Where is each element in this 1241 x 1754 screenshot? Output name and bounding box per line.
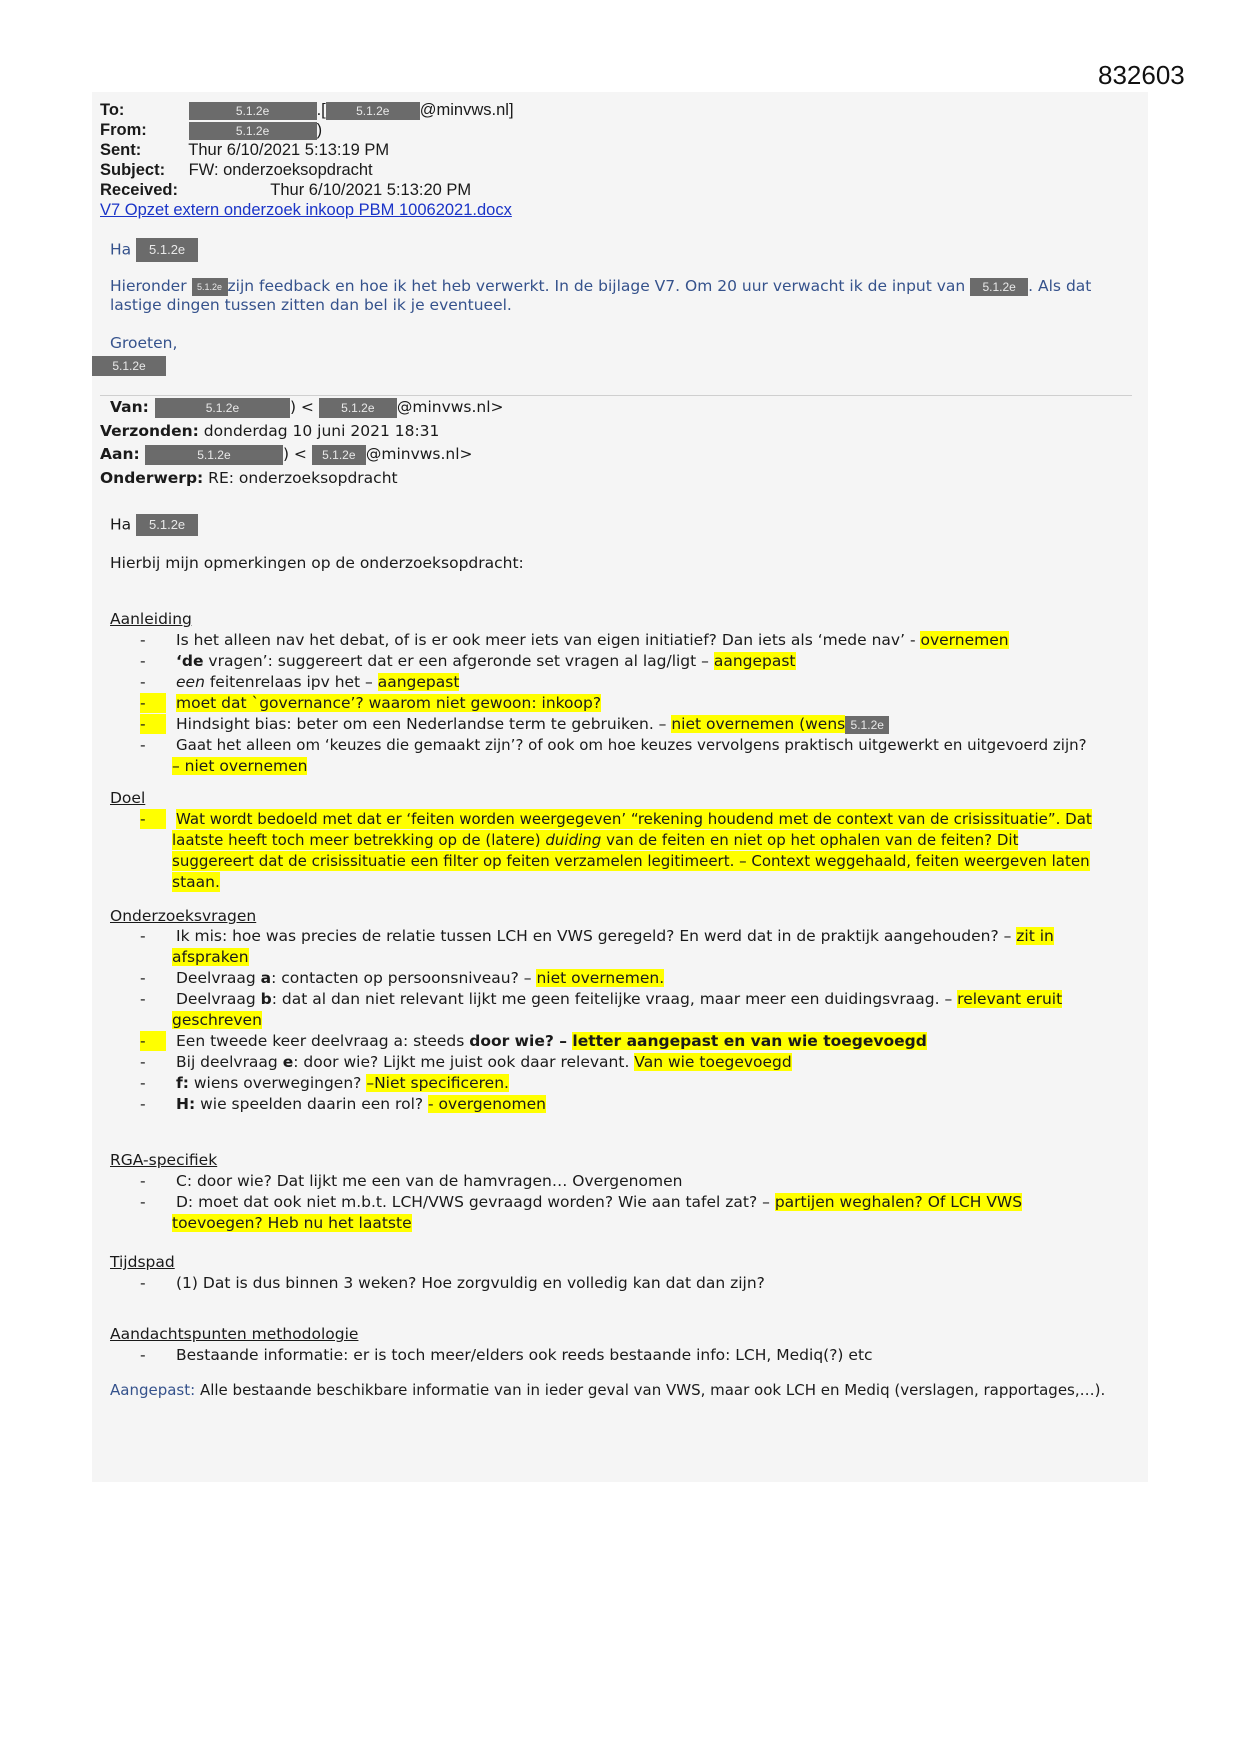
item-text: D: moet dat ook niet m.b.t. LCH/VWS gevraagd worden? Wie aan tafel zat? – (176, 1193, 775, 1211)
from-paren: ) (316, 121, 323, 139)
section-tijdspad-title: Tijdspad (110, 1253, 175, 1271)
item-bold: H: (176, 1095, 196, 1113)
subject-label: Subject: (100, 161, 166, 179)
doel-line-4: staan. (172, 873, 220, 891)
reply-line-2: lastige dingen tussen zitten dan bel ik je eventueel. (110, 296, 512, 314)
reply-closing: Groeten, (110, 334, 178, 352)
section-aanleiding-title: Aanleiding (110, 610, 192, 628)
highlight: partijen weghalen? Of LCH VWS (774, 1193, 1023, 1211)
list-item (176, 1052, 792, 1072)
received-label: Received: (100, 181, 178, 199)
list-item (176, 926, 1054, 946)
item-text: Bij deelvraag (176, 1053, 283, 1071)
item-bold: b (260, 990, 272, 1008)
redaction-block: 5.1.2e (326, 102, 420, 120)
bullet: - (140, 1095, 146, 1113)
received-row (100, 180, 514, 200)
bullet: - (140, 693, 166, 713)
email-header (100, 100, 514, 220)
bullet: - (140, 736, 146, 754)
doel-line-3: suggereert dat de crisissituatie een filter op feiten verzamelen legitimeert. – Context weggehaald, feiten weergeven laten (172, 852, 1090, 870)
item-text: Deelvraag (176, 990, 261, 1008)
item-text: : door wie? Lijkt me juist ook daar relevant. (293, 1053, 635, 1071)
bullet: - (140, 1274, 146, 1292)
item-italic: een (176, 673, 205, 691)
bullet: - (140, 1172, 146, 1190)
document-number: 832603 (1098, 60, 1185, 90)
redaction-block: 5.1.2e (155, 398, 290, 418)
verzonden-value: donderdag 10 juni 2021 18:31 (203, 422, 440, 440)
highlight: afspraken (172, 948, 249, 966)
list-item (176, 1073, 509, 1093)
van-label: Van: (110, 398, 149, 416)
item-bold: door wie? – (469, 1032, 573, 1050)
section-onderzoeksvragen-title: Onderzoeksvragen (110, 907, 257, 925)
bullet: - (140, 673, 146, 691)
doel-line-2 (172, 830, 1018, 850)
list-item-continuation (172, 756, 307, 776)
doel-text: van de feiten en niet op het ophalen van de feiten? Dit (601, 831, 1019, 849)
section-rga-title: RGA-specifiek (110, 1151, 218, 1169)
highlight: toevoegen? Heb nu het laatste (172, 1214, 412, 1232)
bullet: - (140, 927, 146, 945)
verzonden-label: Verzonden: (100, 422, 199, 440)
van-domain: @minvws.nl> (396, 398, 504, 416)
body-greeting-text: Ha (110, 515, 132, 534)
reply-signature (92, 355, 166, 376)
reply-text: Hieronder (110, 277, 187, 295)
list-item (176, 651, 796, 671)
bullet: - (140, 631, 146, 649)
list-item-continuation (172, 1213, 412, 1233)
to-label: To: (100, 101, 125, 119)
section-methodologie-title: Aandachtspunten methodologie (110, 1325, 359, 1343)
doel-line-1: Wat wordt bedoeld met dat er ‘feiten worden weergegeven’ “rekening houdend met de context van de crisissituatie”. Dat (176, 810, 1092, 828)
body-greeting (110, 514, 198, 536)
highlight: aangepast (713, 652, 796, 670)
list-item (176, 672, 459, 692)
aangepast-label: Aangepast: (110, 1381, 196, 1399)
aan-label: Aan: (100, 445, 140, 463)
bullet: - (140, 990, 146, 1008)
reply-text: . Als dat (1028, 277, 1092, 295)
reply-greeting-text: Ha (110, 240, 132, 259)
highlight: niet overnemen (wens (671, 715, 846, 733)
sent-value: Thur 6/10/2021 5:13:19 PM (188, 141, 390, 159)
highlight: Van wie toegevoegd (634, 1053, 792, 1071)
item-text: : dat al dan niet relevant lijkt me geen feitelijke vraag, maar meer een duidingsvraag. – (271, 990, 958, 1008)
list-item (176, 714, 889, 734)
subject-row (100, 160, 514, 180)
from-row (100, 120, 514, 140)
highlight: aangepast (377, 673, 460, 691)
highlight: geschreven (172, 1011, 262, 1029)
bullet: - (140, 1193, 146, 1211)
to-bracket: .[ (316, 101, 326, 119)
aangepast-note (110, 1380, 1105, 1400)
van-row (110, 397, 504, 418)
item-text: Een tweede keer deelvraag a: steeds (176, 1032, 470, 1050)
item-bold: a (260, 969, 272, 987)
bullet: - (140, 969, 146, 987)
list-item (176, 630, 1009, 650)
item-text: : contacten op persoonsniveau? – (271, 969, 537, 987)
redaction-block: 5.1.2e (970, 278, 1028, 296)
highlight: relevant eruit (957, 990, 1063, 1008)
item-text: Deelvraag (176, 969, 261, 987)
item-text: Ik mis: hoe was precies de relatie tussen LCH en VWS geregeld? En werd dat in de praktijk aangehouden? – (176, 927, 1017, 945)
bullet: - (140, 1346, 146, 1364)
subject-value: FW: onderzoeksopdracht (188, 161, 373, 179)
list-item: Gaat het alleen om ‘keuzes die gemaakt zijn’? of ook om hoe keuzes vervolgens praktisch uitgewerkt en uitgevoerd zijn? (176, 736, 1087, 754)
bullet: - (140, 714, 166, 734)
bullet: - (140, 652, 146, 670)
list-item-continuation (172, 1010, 262, 1030)
redaction-block: 5.1.2e (319, 398, 397, 418)
bullet: - (140, 1053, 146, 1071)
redaction-block: 5.1.2e (189, 102, 317, 120)
bullet: - (140, 809, 166, 829)
item-text: wie speelden daarin een rol? (195, 1095, 429, 1113)
item-text: Hindsight bias: beter om een Nederlandse term te gebruiken. – (176, 715, 672, 733)
doel-text: laatste heeft toch meer betrekking op de (latere) (172, 831, 546, 849)
highlight: – niet overnemen (172, 757, 308, 775)
section-doel-title: Doel (110, 789, 146, 807)
aan-domain: @minvws.nl> (365, 445, 473, 463)
highlight: moet dat `governance’? waarom niet gewoon: inkoop? (176, 694, 602, 712)
highlight: zit in (1016, 927, 1054, 945)
redaction-block: 5.1.2e (312, 445, 366, 465)
list-item (176, 989, 1062, 1009)
aan-row (100, 444, 473, 465)
bullet: - (140, 1031, 166, 1051)
list-item (176, 968, 664, 988)
list-item (176, 693, 601, 713)
list-item (176, 1094, 546, 1114)
doel-italic: duiding (545, 831, 602, 849)
redaction-block: 5.1.2e (192, 278, 228, 296)
item-text: Is het alleen nav het debat, of is er ook meer iets van eigen initiatief? Dan iets als ‘mede nav’ - (176, 631, 921, 649)
redaction-block: 5.1.2e (92, 356, 166, 376)
highlight: - overgenomen (428, 1095, 546, 1113)
list-item-continuation (172, 947, 249, 967)
item-text: vragen’: suggereert dat er een afgeronde set vragen al lag/ligt – (203, 652, 714, 670)
attachment-link[interactable]: V7 Opzet extern onderzoek inkoop PBM 10062021.docx (100, 201, 512, 219)
item-text: wiens overwegingen? (188, 1074, 367, 1092)
item-bold: ‘de (176, 652, 204, 670)
reply-line-1 (110, 276, 1091, 296)
received-value: Thur 6/10/2021 5:13:20 PM (270, 181, 472, 199)
bullet: - (140, 1074, 146, 1092)
list-item: C: door wie? Dat lijkt me een van de hamvragen… Overgenomen (176, 1172, 683, 1190)
highlight: overnemen (920, 631, 1009, 649)
highlight: –Niet specificeren. (366, 1074, 509, 1092)
highlight: niet overnemen. (536, 969, 665, 987)
redaction-block: 5.1.2e (145, 445, 283, 465)
van-mid: ) < (289, 398, 314, 416)
aangepast-text: Alle bestaande beschikbare informatie van in ieder geval van VWS, maar ook LCH en Mediq (verslagen, rapportages,…). (195, 1381, 1106, 1399)
list-item: Bestaande informatie: er is toch meer/elders ook reeds bestaande info: LCH, Mediq(?) etc (176, 1346, 873, 1364)
redaction-block: 5.1.2e (845, 716, 889, 734)
item-text: feitenrelaas ipv het – (204, 673, 378, 691)
body-intro: Hierbij mijn opmerkingen op de onderzoeksopdracht: (110, 554, 524, 572)
verzonden-row (100, 421, 439, 441)
from-label: From: (100, 121, 147, 139)
aan-mid: ) < (282, 445, 307, 463)
onderwerp-label: Onderwerp: (100, 469, 204, 487)
separator (100, 395, 1132, 396)
onderwerp-value: RE: onderzoeksopdracht (208, 469, 398, 487)
sent-row (100, 140, 514, 160)
item-bold: f: (176, 1074, 189, 1092)
item-bold: e (282, 1053, 294, 1071)
highlight: letter aangepast en van wie toegevoegd (572, 1032, 927, 1050)
list-item (176, 1192, 1022, 1212)
to-row (100, 100, 514, 120)
reply-text: zijn feedback en hoe ik het heb verwerkt. In de bijlage V7. Om 20 uur verwacht ik de input van (227, 277, 966, 295)
redaction-block: 5.1.2e (136, 238, 198, 262)
list-item: (1) Dat is dus binnen 3 weken? Hoe zorgvuldig en volledig kan dat dan zijn? (176, 1274, 765, 1292)
onderwerp-row (100, 468, 398, 488)
to-domain: @minvws.nl] (419, 101, 514, 119)
attachment-row (100, 200, 514, 220)
redaction-block: 5.1.2e (136, 514, 198, 536)
list-item (176, 1031, 927, 1051)
redaction-block: 5.1.2e (189, 122, 317, 140)
sent-label: Sent: (100, 141, 142, 159)
reply-greeting (110, 238, 198, 262)
